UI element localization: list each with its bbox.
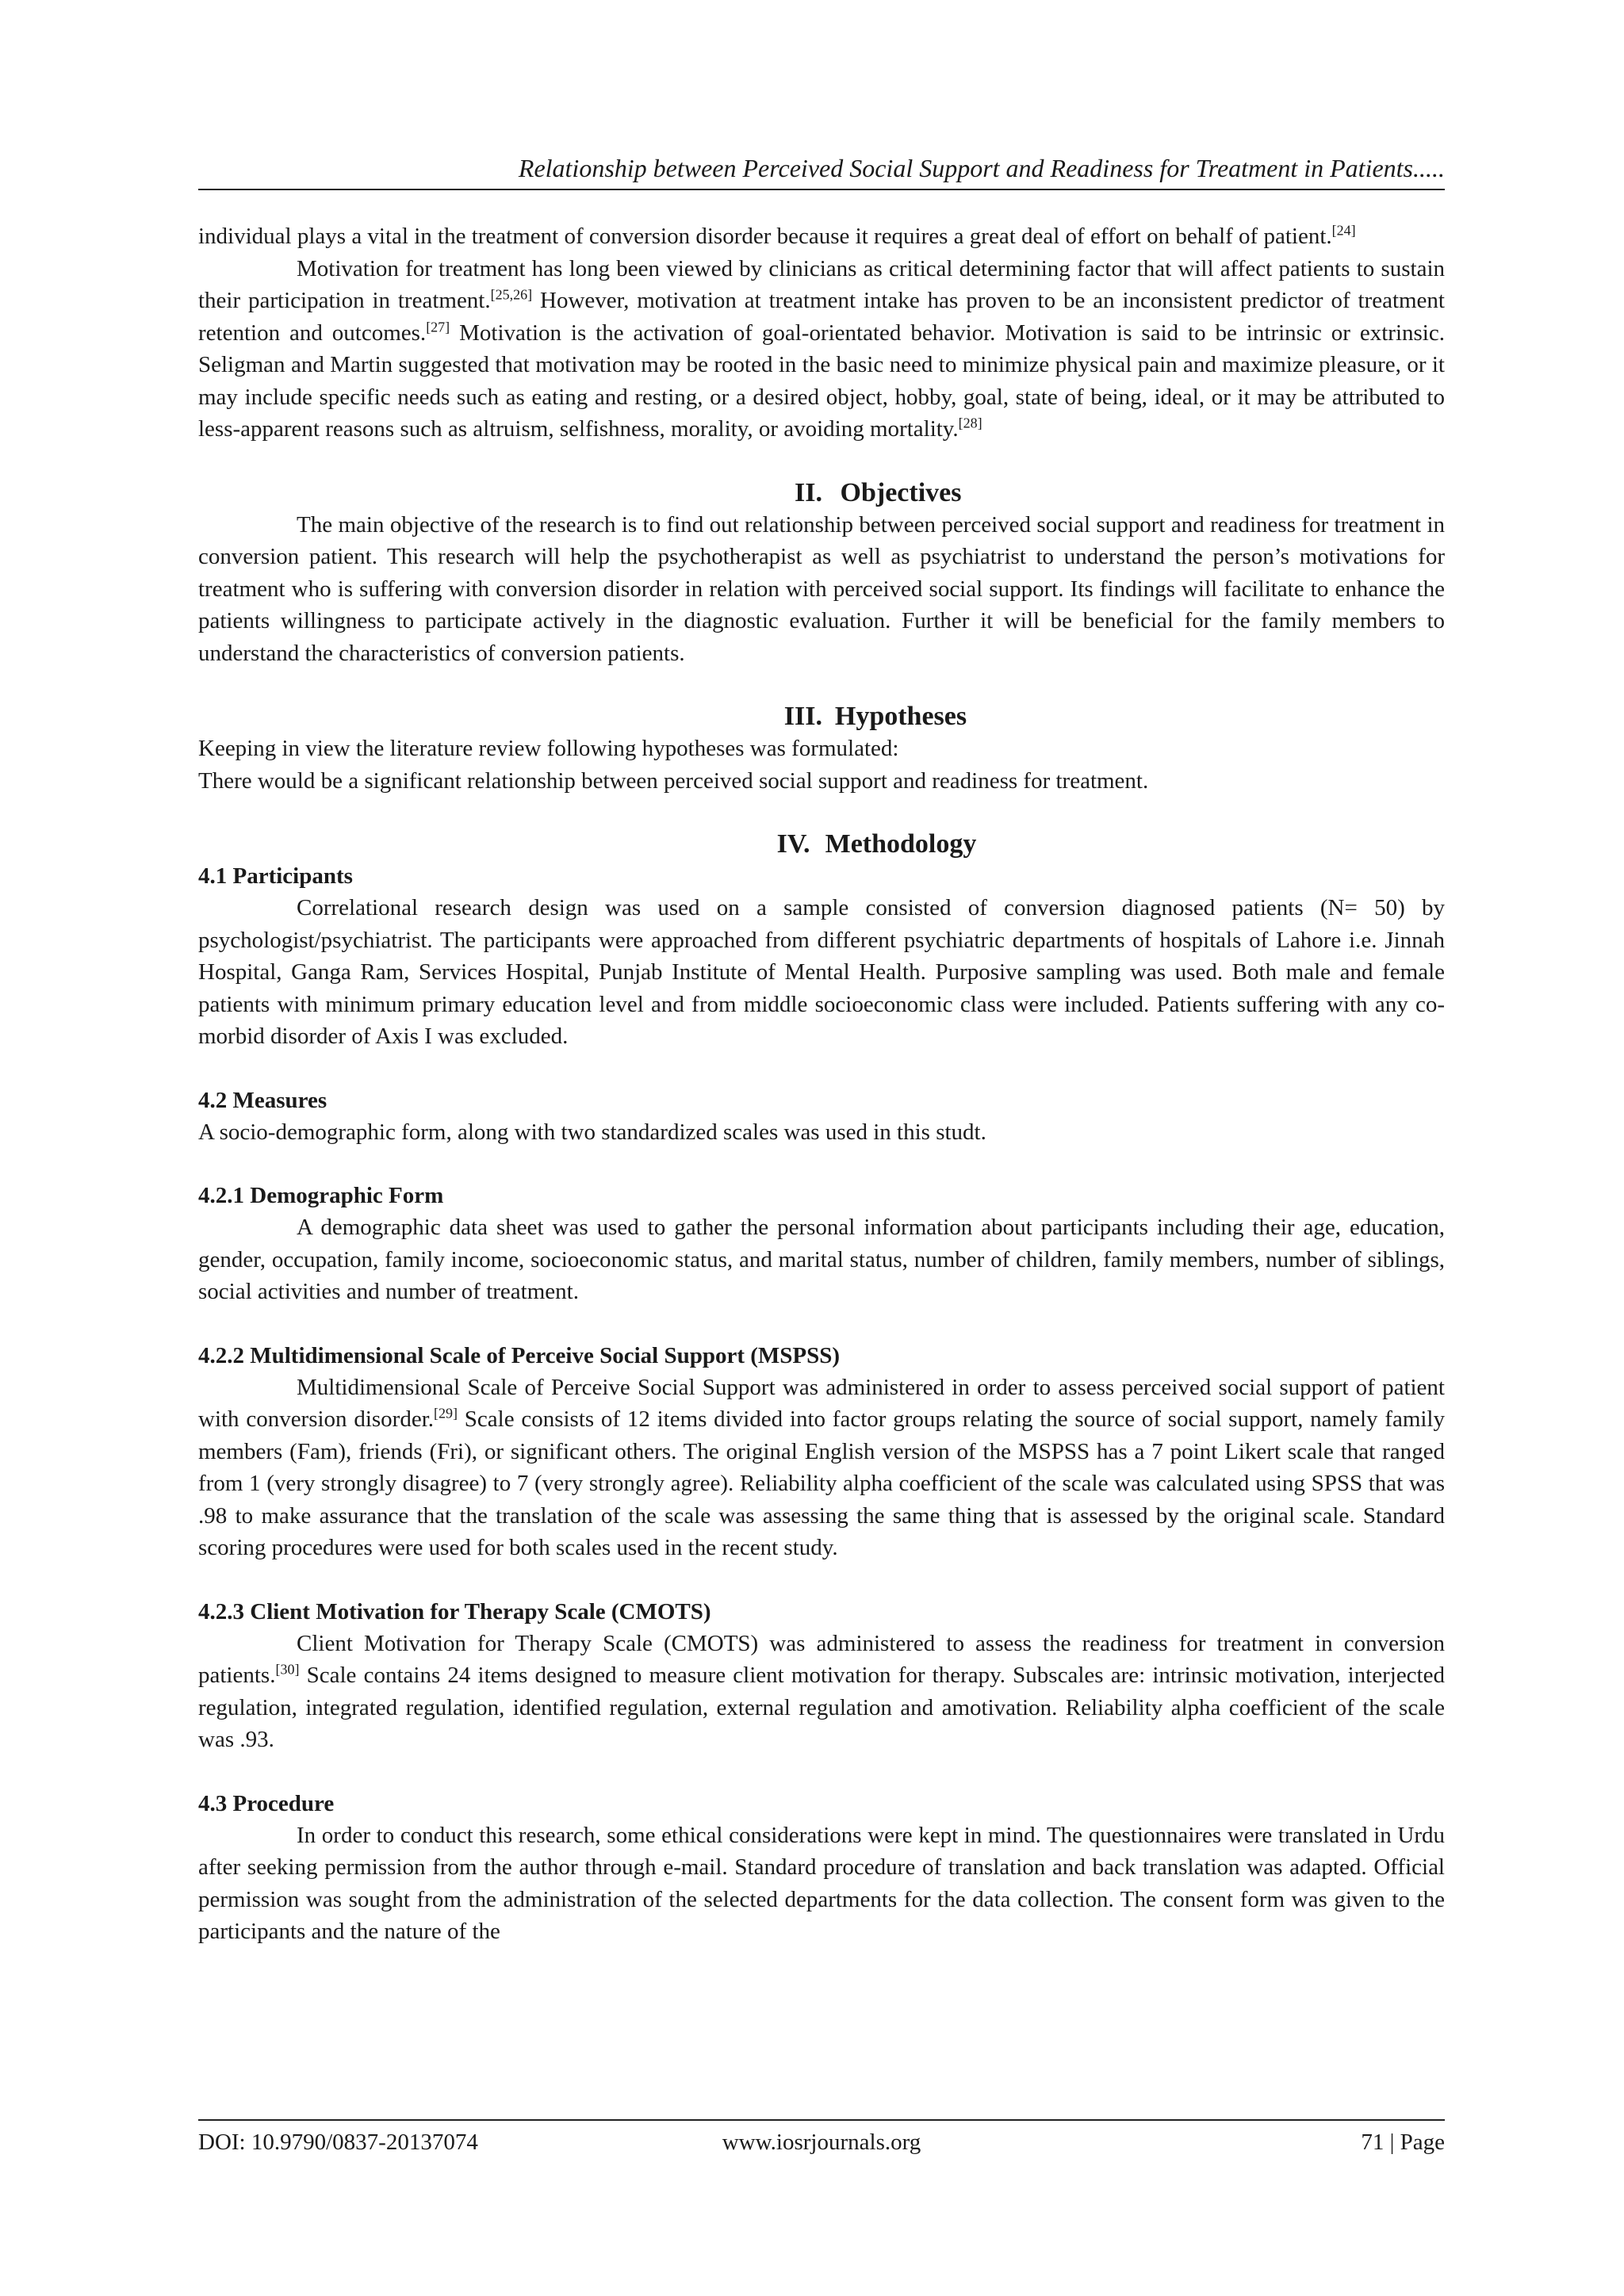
citation-28: [28]	[958, 415, 982, 431]
section-heading-objectives	[198, 477, 1445, 509]
header-rule	[198, 189, 1445, 190]
intro-p2-text-a: Motivation for treatment has long been viewed by clinicians as critical determining factor that will affect patients to sustain their participation in treatment.	[198, 255, 1445, 313]
cmots-text-a: Client Motivation for Therapy Scale (CMOTS) was administered to assess the readiness for treatment in conversion patients.	[198, 1630, 1445, 1688]
procedure-paragraph: In order to conduct this research, some ethical considerations were kept in mind. The questionnaires were translated in Urdu after seeking permission from the author through e-mail. Standard procedure of translation and back translation was adapted. Official permission was sought from the administration of the selected departments for the data collection. The consent form was given to the participants and the nature of the	[198, 1822, 1445, 1944]
section-heading-methodology	[198, 828, 1445, 860]
intro-paragraph-2	[198, 253, 1445, 446]
subsection-heading-demographic-form: 4.2.1 Demographic Form	[198, 1183, 444, 1208]
objectives-paragraph: The main objective of the research is to find out relationship between perceived social support and readiness for treatment in conversion patient. This research will help the psychotherapist as well as psychiatrist to understand the person’s motivations for treatment who is suffering with conversion disorder in relation with perceived social support. Its findings will facilitate to enhance the patients willingness to participate actively in the diagnostic evaluation. Further it will be beneficial for the family members to understand the characteristics of conversion patients.	[198, 511, 1445, 666]
footer-website: www.iosrjournals.org	[722, 2130, 921, 2155]
mspss-paragraph	[198, 1372, 1445, 1564]
citation-24: [24]	[1331, 222, 1356, 239]
footer-doi: DOI: 10.9790/0837-20137074	[198, 2130, 478, 2155]
paper-page	[198, 0, 1445, 2296]
mspss-text-b: Scale consists of 12 items divided into factor groups relating the source of social support, namely family members (Fam), friends (Fri), or significant others. The original English version of the MSPSS has a 7 point Likert scale that ranged from 1 (very strongly disagree) to 7 (very strongly agree). Reliability alpha coefficient of the scale was calculated using SPSS that was .98 to make assurance that the translation of the scale was assessing the same thing that is assessed by the original scale. Standard scoring procedures were used for both scales used in the recent study.	[198, 1406, 1445, 1560]
hypotheses-line-2: There would be a significant relationship between perceived social support and readiness for treatment.	[198, 767, 1149, 794]
cmots-text-b: Scale contains 24 items designed to measure client motivation for therapy. Subscales are: intrinsic motivation, interjected regulation, integrated regulation, identified regulation, external regulation and amotivation. Reliability alpha coefficient of the scale was .93.	[198, 1663, 1445, 1752]
citation-27: [27]	[426, 318, 450, 335]
mspss-text-a: Multidimensional Scale of Perceive Social Support was administered in order to assess perceived social support of patient with conversion disorder.	[198, 1374, 1445, 1432]
section-number: II.	[795, 477, 822, 507]
section-number: III.	[783, 702, 822, 731]
citation-30: [30]	[275, 1661, 300, 1678]
section-title: Hypotheses	[834, 702, 967, 731]
cmots-paragraph	[198, 1628, 1445, 1756]
section-title: Methodology	[825, 829, 977, 859]
section-title: Objectives	[840, 477, 962, 507]
citation-25-26: [25,26]	[490, 286, 533, 303]
running-header: Relationship between Perceived Social Support and Readiness for Treatment in Patients.....	[518, 154, 1445, 182]
footer-rule	[198, 2119, 1445, 2121]
participants-paragraph: Correlational research design was used on a sample consisted of conversion diagnosed patients (N= 50) by psychologist/psychiatrist. The participants were approached from different psychiatric departments of hospitals of Lahore i.e. Jinnah Hospital, Ganga Ram, Services Hospital, Punjab Institute of Mental Health. Purposive sampling was used. Both male and female patients with minimum primary education level and from middle socioeconomic class were included. Patients suffering with any co-morbid disorder of Axis I was excluded.	[198, 895, 1445, 1049]
measures-paragraph: A socio-demographic form, along with two standardized scales was used in this studt.	[198, 1119, 986, 1145]
hypotheses-line-1: Keeping in view the literature review following hypotheses was formulated:	[198, 736, 899, 761]
page-body	[198, 220, 1445, 1948]
citation-29: [29]	[434, 1405, 458, 1422]
subsection-heading-measures: 4.2 Measures	[198, 1087, 327, 1113]
subsection-heading-mspss: 4.2.2 Multidimensional Scale of Perceive Social Support (MSPSS)	[198, 1342, 841, 1368]
intro-p2-text-b: However, motivation at treatment intake has proven to be an inconsistent predictor of treatment retention and outcomes.	[198, 288, 1445, 346]
section-heading-hypotheses	[198, 701, 1445, 733]
intro-paragraph-1	[198, 220, 1445, 253]
demographic-paragraph: A demographic data sheet was used to gather the personal information about participants including their age, education, gender, occupation, family income, socioeconomic status, and marital status, number of children, family members, number of siblings, social activities and number of treatment.	[198, 1215, 1445, 1304]
subsection-heading-participants: 4.1 Participants	[198, 863, 353, 889]
intro-p1-text: individual plays a vital in the treatment of conversion disorder because it requires a great deal of effort on behalf of patient.	[198, 224, 1332, 249]
subsection-heading-procedure: 4.3 Procedure	[198, 1790, 335, 1816]
section-number: IV.	[776, 829, 810, 859]
footer-page-number: 71 | Page	[1361, 2130, 1445, 2155]
intro-p2-text-c: Motivation is the activation of goal-orientated behavior. Motivation is said to be intrinsic or extrinsic. Seligman and Martin suggested that motivation may be rooted in the basic need to minimize physical pain and maximize pleasure, or it may include specific needs such as eating and resting, or a desired object, hobby, goal, state of being, ideal, or it may be attributed to less-apparent reasons such as altruism, selfishness, morality, or avoiding mortality.	[198, 320, 1445, 442]
subsection-heading-cmots: 4.2.3 Client Motivation for Therapy Scale (CMOTS)	[198, 1598, 711, 1624]
